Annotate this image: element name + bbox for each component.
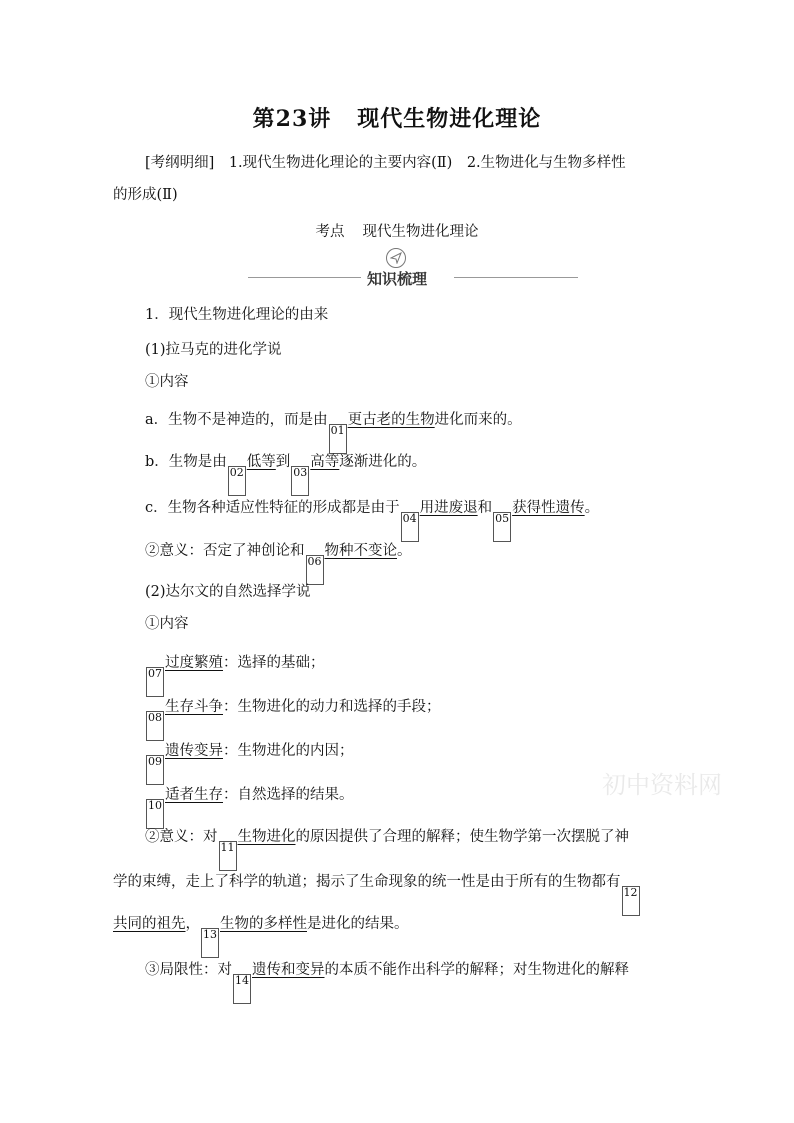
answer-text: 更古老的生物 <box>347 412 435 428</box>
darwin-item-4: 10适者生存：自然选择的结果。 <box>145 785 354 829</box>
answer-text: 生物的多样性 <box>220 916 307 932</box>
blank-number-box: 07 <box>146 667 164 697</box>
darwin-item-2: 08生存斗争：生物进化的动力和选择的手段； <box>145 697 441 741</box>
blank-number-box: 03 <box>291 466 309 496</box>
outline-line-1: [考纲明细] 1.现代生物进化理论的主要内容(Ⅱ) 2.生物进化与生物多样性 <box>145 155 626 171</box>
heading-origin: 1．现代生物进化理论的由来 <box>145 307 329 323</box>
heading-lamarck: (1)拉马克的进化学说 <box>145 342 282 358</box>
answer-text: 遗传变异 <box>165 743 223 759</box>
lamarck-item-b: b．生物是由02低等到03高等逐渐进化的。 <box>145 452 426 496</box>
blank-number-box: 11 <box>219 841 237 871</box>
blank-number-box: 13 <box>201 928 219 958</box>
answer-text: 生存斗争 <box>165 699 223 715</box>
watermark: 初中资料网 <box>602 771 722 799</box>
answer-text: 用进废退 <box>419 500 478 516</box>
section-heading: 考点 现代生物进化理论 <box>315 224 479 240</box>
blank-number-box: 02 <box>228 466 246 496</box>
darwin-significance-line-1: ②意义：对11生物进化的原因提供了合理的解释；使生物学第一次摆脱了神 <box>145 827 629 871</box>
answer-text: 低等 <box>246 454 276 470</box>
answer-text: 高等 <box>310 454 340 470</box>
lamarck-content-label: ①内容 <box>145 374 189 390</box>
blank-number-box: 10 <box>146 799 164 829</box>
darwin-limitation: ③局限性：对14遗传和变异的本质不能作出科学的解释；对生物进化的解释 <box>145 960 629 1004</box>
page-title: 第23讲 现代生物进化理论 <box>252 106 542 132</box>
outline-line-2: 的形成(Ⅱ) <box>113 187 178 203</box>
blank-number-box: 12 <box>622 886 640 916</box>
blank-number-box: 14 <box>233 974 251 1004</box>
blank-number-box: 06 <box>306 555 324 585</box>
answer-text: 过度繁殖 <box>165 655 223 671</box>
answer-text: 共同的祖先 <box>113 916 186 932</box>
divider-label: 知识梳理 <box>0 268 794 289</box>
darwin-content-label: ①内容 <box>145 616 189 632</box>
answer-text: 获得性遗传 <box>512 500 585 516</box>
lamarck-item-a: a．生物不是神造的，而是由01更古老的生物进化而来的。 <box>145 410 522 454</box>
lamarck-item-c: c．生物各种适应性特征的形成都是由于04用进废退和05获得性遗传。 <box>145 498 599 542</box>
darwin-item-3: 09遗传变异：生物进化的内因； <box>145 741 354 785</box>
heading-darwin: (2)达尔文的自然选择学说 <box>145 584 311 600</box>
darwin-item-1: 07过度繁殖：选择的基础； <box>145 653 325 697</box>
darwin-significance-line-3: 共同的祖先，13生物的多样性是进化的结果。 <box>113 914 409 958</box>
answer-text: 遗传和变异 <box>252 962 325 978</box>
answer-text: 适者生存 <box>165 787 223 803</box>
answer-text: 生物进化 <box>237 829 296 845</box>
darwin-significance-line-2: 学的束缚，走上了科学的轨道；揭示了生命现象的统一性是由于所有的生物都有12 <box>113 872 641 916</box>
blank-number-box: 01 <box>329 424 347 454</box>
blank-number-box: 09 <box>146 755 164 785</box>
blank-number-box: 08 <box>146 711 164 741</box>
paper-plane-icon <box>386 248 406 268</box>
lamarck-significance: ②意义：否定了神创论和06物种不变论。 <box>145 541 412 585</box>
blank-number-box: 05 <box>493 512 511 542</box>
blank-number-box: 04 <box>401 512 419 542</box>
answer-text: 物种不变论 <box>324 543 397 559</box>
